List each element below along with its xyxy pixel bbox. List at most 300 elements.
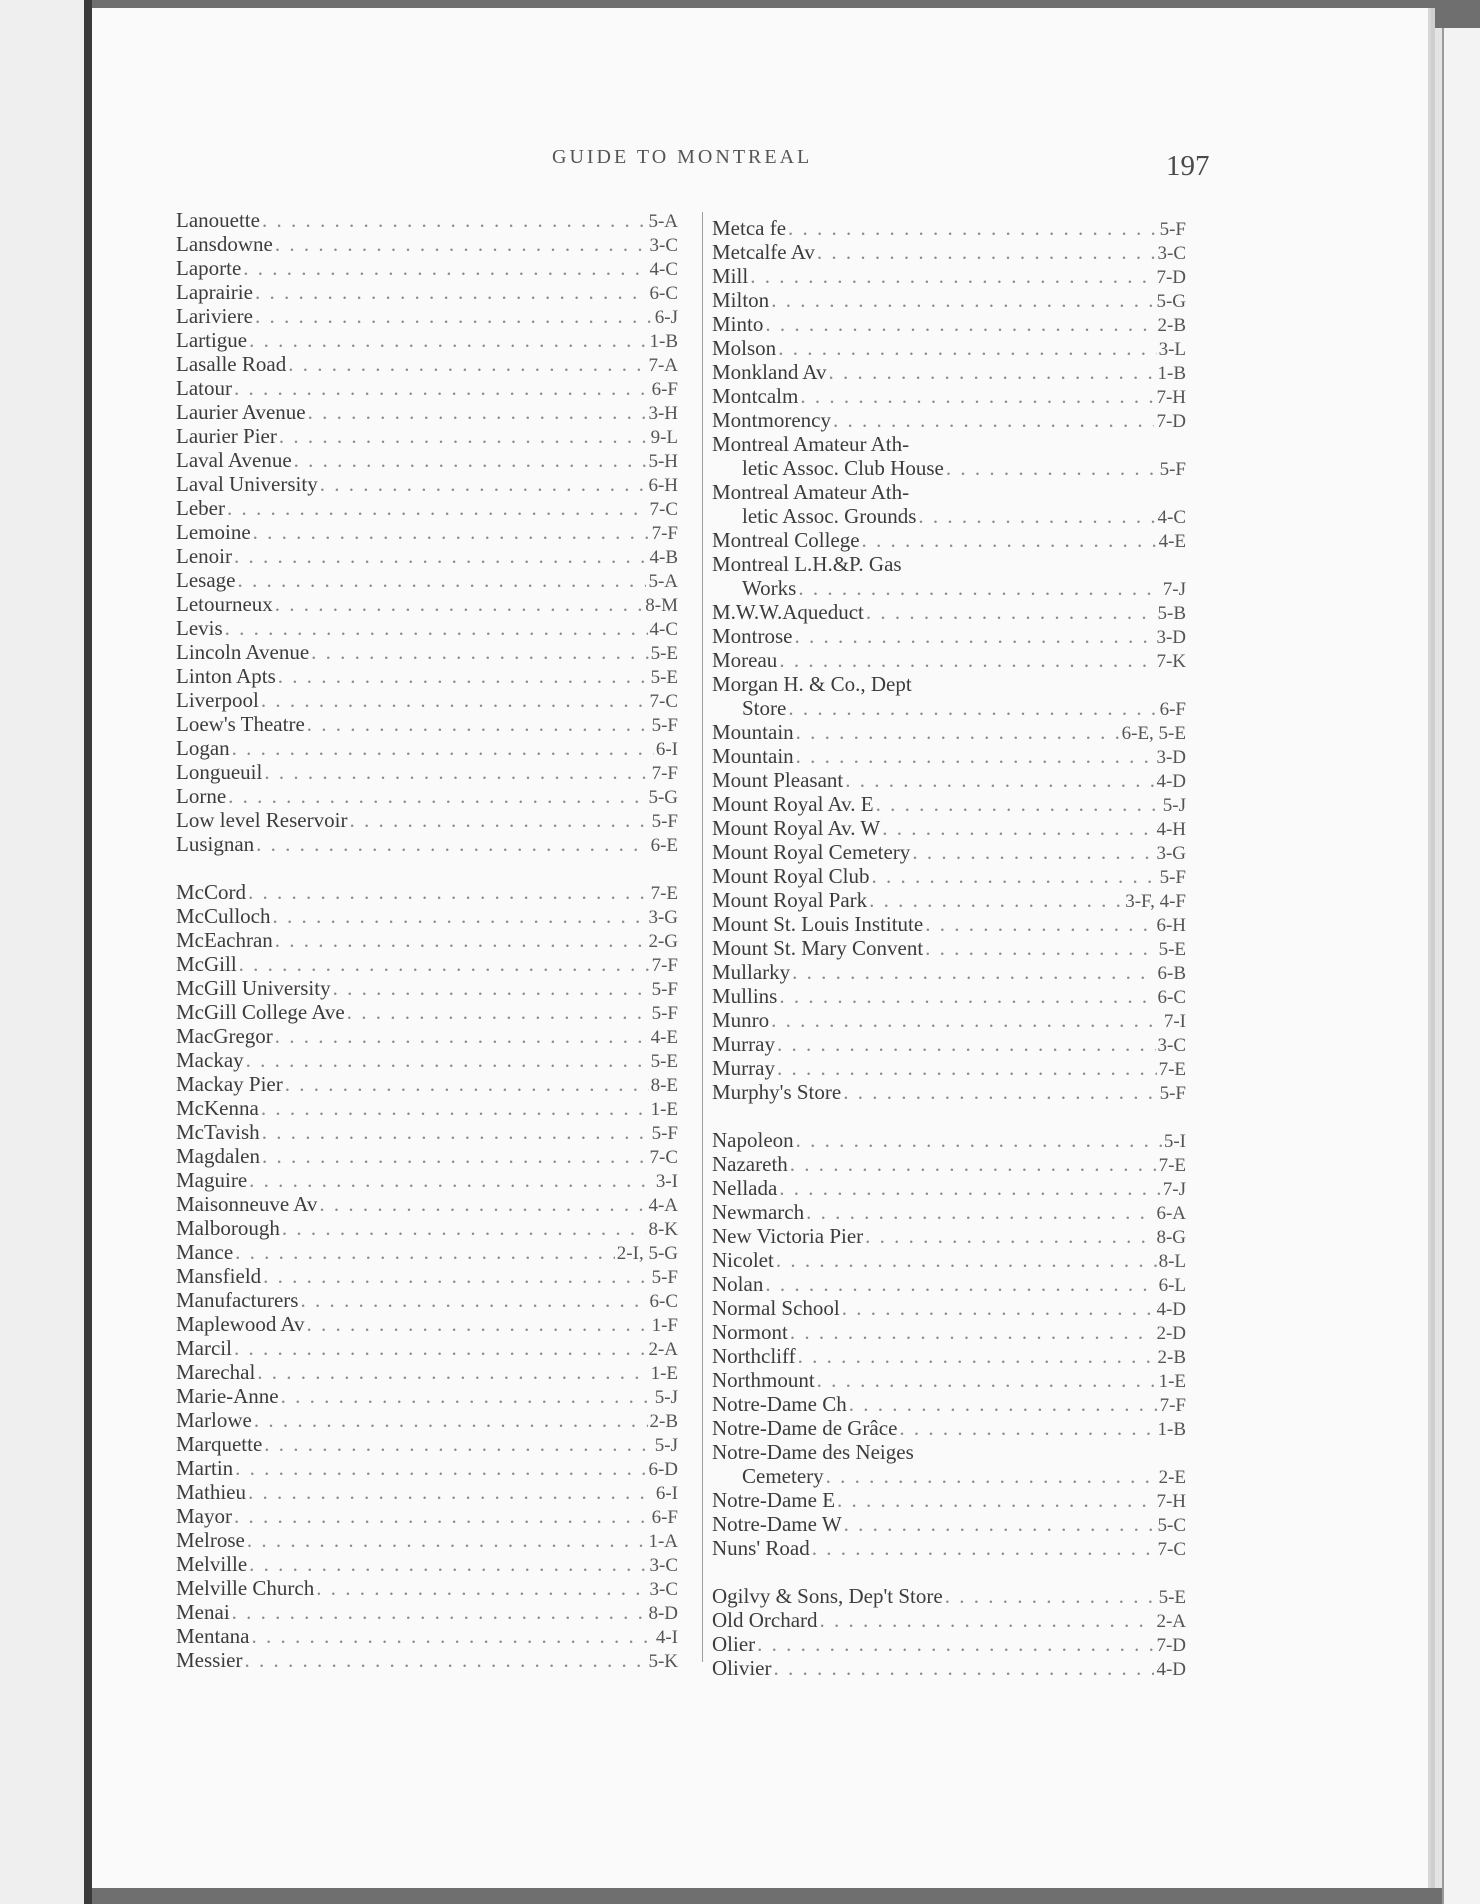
map-grid-reference: 7-C: [1157, 1539, 1186, 1560]
entry-name: Mathieu: [176, 1480, 246, 1504]
leader-dots: [869, 888, 1123, 912]
map-grid-reference: 5-E: [1158, 1587, 1186, 1608]
map-grid-reference: 2-B: [649, 1411, 678, 1432]
entry-name: Nolan: [712, 1272, 764, 1296]
leader-dots: [275, 1024, 649, 1048]
index-entry: [712, 840, 1186, 864]
map-grid-reference: 5-F: [1159, 1083, 1186, 1104]
entry-name: Melrose: [176, 1528, 245, 1552]
map-grid-reference: 3-L: [1158, 339, 1186, 360]
entry-name: McTavish: [176, 1120, 260, 1144]
index-entry: [176, 880, 678, 904]
index-entry: [176, 1432, 678, 1456]
map-grid-reference: 7-H: [1156, 1491, 1186, 1512]
map-grid-reference: 4-C: [1157, 507, 1186, 528]
index-column-right: [712, 216, 1186, 1680]
entry-name: M.W.W.Aqueduct: [712, 600, 864, 624]
map-grid-reference: 6-A: [1156, 1203, 1186, 1224]
leader-dots: [862, 528, 1157, 552]
index-entry: [176, 1024, 678, 1048]
index-entry: [712, 768, 1186, 792]
entry-name: Mackay: [176, 1048, 244, 1072]
index-entry: [176, 640, 678, 664]
leader-dots: [812, 1536, 1156, 1560]
leader-dots: [273, 904, 647, 928]
map-grid-reference: 5-G: [1156, 291, 1186, 312]
map-grid-reference: 5-A: [648, 571, 678, 592]
index-entry: [176, 208, 678, 232]
map-grid-reference: 1-B: [1157, 363, 1186, 384]
map-grid-reference: 3-C: [649, 1579, 678, 1600]
index-entry: [176, 520, 678, 544]
leader-dots: [243, 256, 647, 280]
index-entry: [712, 984, 1186, 1008]
index-entry: [176, 1072, 678, 1096]
leader-dots: [771, 1008, 1162, 1032]
map-grid-reference: 7-J: [1162, 579, 1186, 600]
map-grid-reference: 2-I, 5-G: [616, 1243, 678, 1264]
map-grid-reference: 5-F: [1159, 867, 1186, 888]
index-entry: [176, 928, 678, 952]
index-entry: [176, 544, 678, 568]
entry-name: Old Orchard: [712, 1608, 818, 1632]
index-entry: [712, 1152, 1186, 1176]
index-entry: [176, 1120, 678, 1144]
leader-dots: [288, 352, 646, 376]
entry-name: Marquette: [176, 1432, 263, 1456]
index-entry: [176, 1000, 678, 1024]
entry-name: Levis: [176, 616, 223, 640]
index-entry: [712, 1056, 1186, 1080]
entry-name: Mountain: [712, 720, 794, 744]
entry-name: Maguire: [176, 1168, 248, 1192]
leader-dots: [833, 408, 1154, 432]
index-entry: [712, 1032, 1186, 1056]
index-entry: [176, 1624, 678, 1648]
entry-name: Messier: [176, 1648, 243, 1672]
entry-name: Montmorency: [712, 408, 831, 432]
index-entry: [712, 1512, 1186, 1536]
index-entry: [176, 1552, 678, 1576]
index-entry: [176, 1264, 678, 1288]
leader-dots: [798, 1344, 1156, 1368]
map-grid-reference: 7-I: [1163, 1011, 1186, 1032]
entry-name: Montreal College: [712, 528, 860, 552]
leader-dots: [262, 208, 646, 232]
index-entry: [176, 1096, 678, 1120]
index-entry: [176, 1048, 678, 1072]
entry-name: McGill College Ave: [176, 1000, 345, 1024]
index-entry: [712, 1296, 1186, 1320]
map-grid-reference: 2-B: [1157, 315, 1186, 336]
entry-name: Mayor: [176, 1504, 232, 1528]
entry-name: Store: [742, 696, 787, 720]
map-grid-reference: 5-F: [651, 979, 678, 1000]
index-entry: [712, 528, 1186, 552]
entry-name: Mount St. Louis Institute: [712, 912, 924, 936]
entry-name: Magdalen: [176, 1144, 260, 1168]
entry-name: Melville: [176, 1552, 248, 1576]
entry-name: letic Assoc. Club House: [742, 456, 944, 480]
index-entry: [712, 1416, 1186, 1440]
leader-dots: [278, 664, 649, 688]
leader-dots: [249, 1168, 654, 1192]
entry-name: Murray: [712, 1032, 775, 1056]
index-entry: [176, 1288, 678, 1312]
index-entry: [176, 976, 678, 1000]
leader-dots: [796, 720, 1120, 744]
entry-name: Morgan H. & Co., Dept: [712, 672, 912, 696]
index-entry: [176, 1336, 678, 1360]
map-grid-reference: 4-D: [1156, 1659, 1186, 1680]
index-entry: [712, 1200, 1186, 1224]
index-entry: [712, 1080, 1186, 1104]
entry-name: Olivier: [712, 1656, 772, 1680]
leader-dots: [347, 1000, 650, 1024]
entry-name: Nazareth: [712, 1152, 788, 1176]
entry-name: Laval University: [176, 472, 318, 496]
entry-name: Mount Pleasant: [712, 768, 844, 792]
book-spine: [84, 0, 92, 1904]
entry-name: Lansdowne: [176, 232, 273, 256]
leader-dots: [865, 1224, 1154, 1248]
entry-name: Lanouette: [176, 208, 260, 232]
index-entry: [176, 1576, 678, 1600]
leader-dots: [843, 1080, 1157, 1104]
index-entry: [176, 616, 678, 640]
leader-dots: [227, 496, 648, 520]
entry-name: Liverpool: [176, 688, 259, 712]
entry-name: Mill: [712, 264, 749, 288]
index-entry: [712, 600, 1186, 624]
entry-name: Mount Royal Av. W: [712, 816, 881, 840]
leader-dots: [788, 696, 1157, 720]
index-entry: [712, 552, 1186, 576]
map-grid-reference: 7-F: [651, 523, 678, 544]
leader-dots: [254, 1408, 648, 1432]
entry-name: McKenna: [176, 1096, 259, 1120]
entry-name: McGill: [176, 952, 237, 976]
map-grid-reference: 3-C: [649, 235, 678, 256]
map-grid-reference: 3-C: [649, 1555, 678, 1576]
facing-page-edge: [0, 0, 86, 1904]
index-entry: [712, 1176, 1186, 1200]
index-entry: [176, 232, 678, 256]
index-entry: [176, 1456, 678, 1480]
index-entry: [176, 568, 678, 592]
map-grid-reference: 3-I: [655, 1171, 678, 1192]
leader-dots: [792, 960, 1155, 984]
entry-name: Melville Church: [176, 1576, 315, 1600]
index-entry: [712, 1344, 1186, 1368]
index-entry: [712, 240, 1186, 264]
entry-name: Laurier Avenue: [176, 400, 306, 424]
index-entry: [176, 1240, 678, 1264]
entry-name: Manufacturers: [176, 1288, 299, 1312]
entry-name: Nicolet: [712, 1248, 774, 1272]
entry-name: Maplewood Av: [176, 1312, 305, 1336]
map-grid-reference: 6-F: [651, 379, 678, 400]
leader-dots: [844, 1512, 1156, 1536]
map-grid-reference: 2-D: [1156, 1323, 1186, 1344]
map-grid-reference: 7-C: [649, 499, 678, 520]
index-entry: [712, 816, 1186, 840]
entry-name: Mountain: [712, 744, 794, 768]
entry-name: Mance: [176, 1240, 234, 1264]
entry-name: Moreau: [712, 648, 778, 672]
index-entry: [712, 216, 1186, 240]
map-grid-reference: 3-H: [648, 403, 678, 424]
index-entry: [176, 760, 678, 784]
map-grid-reference: 8-K: [648, 1219, 678, 1240]
index-entry: [176, 328, 678, 352]
leader-dots: [798, 576, 1160, 600]
entry-name: Mount Royal Club: [712, 864, 870, 888]
index-entry: [712, 456, 1186, 480]
map-grid-reference: 3-C: [1157, 1035, 1186, 1056]
leader-dots: [842, 1296, 1155, 1320]
entry-name: Works: [742, 576, 797, 600]
map-grid-reference: 6-H: [648, 475, 678, 496]
entry-name: Mullins: [712, 984, 778, 1008]
index-entry: [712, 1536, 1186, 1560]
leader-dots: [765, 1272, 1156, 1296]
entry-name: Notre-Dame des Neiges: [712, 1440, 914, 1464]
map-grid-reference: 7-F: [651, 955, 678, 976]
map-grid-reference: 5-E: [650, 667, 678, 688]
entry-name: MacGregor: [176, 1024, 273, 1048]
leader-dots: [876, 792, 1161, 816]
entry-name: Low level Reservoir: [176, 808, 348, 832]
map-grid-reference: 5-K: [648, 1651, 678, 1672]
index-entry: [176, 376, 678, 400]
index-entry: [176, 448, 678, 472]
map-grid-reference: 4-D: [1156, 1299, 1186, 1320]
leader-dots: [817, 1368, 1157, 1392]
entry-name: Laporte: [176, 256, 242, 280]
map-grid-reference: 5-F: [1159, 219, 1186, 240]
index-entry: [176, 592, 678, 616]
map-grid-reference: 2-G: [648, 931, 678, 952]
index-entry: [176, 352, 678, 376]
index-entry: [712, 408, 1186, 432]
leader-dots: [773, 1656, 1154, 1680]
map-grid-reference: 7-E: [1158, 1155, 1186, 1176]
map-grid-reference: 5-E: [650, 1051, 678, 1072]
leader-dots: [232, 1600, 647, 1624]
leader-dots: [333, 976, 650, 1000]
map-grid-reference: 5-G: [648, 787, 678, 808]
map-grid-reference: 5-J: [654, 1435, 678, 1456]
index-entry: [712, 864, 1186, 888]
entry-name: Martin: [176, 1456, 234, 1480]
map-grid-reference: 8-L: [1158, 1251, 1186, 1272]
leader-dots: [771, 288, 1154, 312]
index-entry: [712, 720, 1186, 744]
leader-dots: [281, 1384, 653, 1408]
index-entry: [712, 1368, 1186, 1392]
entry-name: Notre-Dame W: [712, 1512, 842, 1536]
leader-dots: [253, 520, 650, 544]
entry-name: Mount Royal Cemetery: [712, 840, 911, 864]
map-grid-reference: 5-F: [651, 1267, 678, 1288]
entry-name: Longueuil: [176, 760, 263, 784]
entry-name: Logan: [176, 736, 230, 760]
leader-dots: [245, 1648, 647, 1672]
map-grid-reference: 6-C: [649, 283, 678, 304]
index-entry: [712, 312, 1186, 336]
entry-name: Monkland Av: [712, 360, 827, 384]
entry-name: Laurier Pier: [176, 424, 277, 448]
leader-dots: [261, 1096, 649, 1120]
entry-name: Mount St. Mary Convent: [712, 936, 924, 960]
map-grid-reference: 1-E: [1158, 1371, 1186, 1392]
leader-dots: [882, 816, 1154, 840]
entry-name: Montreal L.H.&P. Gas: [712, 552, 902, 576]
entry-name: Munro: [712, 1008, 770, 1032]
index-entry: [712, 1224, 1186, 1248]
leader-dots: [234, 1504, 650, 1528]
entry-name: Mount Royal Av. E: [712, 792, 874, 816]
leader-dots: [264, 760, 649, 784]
leader-dots: [307, 712, 650, 736]
leader-dots: [263, 1264, 649, 1288]
index-entry: [176, 712, 678, 736]
index-entry: [712, 1608, 1186, 1632]
map-grid-reference: 1-B: [1157, 1419, 1186, 1440]
entry-name: Lartigue: [176, 328, 248, 352]
index-entry: [712, 1632, 1186, 1656]
entry-name: Minto: [712, 312, 764, 336]
map-grid-reference: 2-A: [648, 1339, 678, 1360]
leader-dots: [248, 1480, 654, 1504]
leader-dots: [237, 568, 646, 592]
leader-dots: [262, 1144, 648, 1168]
index-entry: [712, 576, 1186, 600]
leader-dots: [251, 1624, 653, 1648]
leader-dots: [319, 1192, 646, 1216]
map-grid-reference: 9-L: [650, 427, 678, 448]
entry-name: Letourneux: [176, 592, 273, 616]
map-grid-reference: 7-C: [649, 1147, 678, 1168]
entry-name: Lenoir: [176, 544, 232, 568]
entry-name: Ogilvy & Sons, Dep't Store: [712, 1584, 943, 1608]
entry-name: Normont: [712, 1320, 788, 1344]
map-grid-reference: 8-E: [650, 1075, 678, 1096]
map-grid-reference: 5-B: [1157, 603, 1186, 624]
leader-dots: [261, 688, 648, 712]
entry-name: McEachran: [176, 928, 273, 952]
leader-dots: [308, 400, 647, 424]
index-entry: [176, 1168, 678, 1192]
index-entry: [176, 1144, 678, 1168]
map-grid-reference: 6-D: [648, 1459, 678, 1480]
leader-dots: [234, 544, 648, 568]
leader-dots: [294, 448, 647, 472]
entry-name: Lemoine: [176, 520, 251, 544]
leader-dots: [234, 376, 650, 400]
leader-dots: [225, 616, 648, 640]
leader-dots: [239, 952, 650, 976]
map-grid-reference: 8-D: [648, 1603, 678, 1624]
index-entry: [176, 1384, 678, 1408]
index-entry: [712, 648, 1186, 672]
index-entry: [712, 360, 1186, 384]
map-grid-reference: 5-E: [1158, 939, 1186, 960]
leader-dots: [800, 384, 1154, 408]
entry-name: Malborough: [176, 1216, 280, 1240]
index-entry: [176, 1504, 678, 1528]
leader-dots: [316, 1576, 647, 1600]
map-grid-reference: 4-C: [649, 259, 678, 280]
index-entry: [176, 1648, 678, 1672]
map-grid-reference: 3-F, 4-F: [1125, 891, 1186, 912]
map-grid-reference: 4-A: [648, 1195, 678, 1216]
leader-dots: [275, 928, 647, 952]
index-entry: [712, 960, 1186, 984]
map-grid-reference: 4-H: [1156, 819, 1186, 840]
leader-dots: [249, 1552, 647, 1576]
index-entry: [176, 736, 678, 760]
index-entry: [712, 264, 1186, 288]
entry-name: Cemetery: [742, 1464, 824, 1488]
map-grid-reference: 4-E: [650, 1027, 678, 1048]
map-grid-reference: 1-E: [650, 1099, 678, 1120]
map-grid-reference: 1-F: [651, 1315, 678, 1336]
map-grid-reference: 3-C: [1157, 243, 1186, 264]
entry-name: Montreal Amateur Ath-: [712, 480, 910, 504]
page-stack-outer-edge: [1442, 28, 1480, 1904]
leader-dots: [912, 840, 1154, 864]
index-entry: [712, 696, 1186, 720]
leader-dots: [320, 472, 647, 496]
index-entry: [712, 1488, 1186, 1512]
map-grid-reference: 3-D: [1156, 627, 1186, 648]
leader-dots: [925, 936, 1156, 960]
map-grid-reference: 3-D: [1156, 747, 1186, 768]
index-entry: [712, 1008, 1186, 1032]
map-grid-reference: 6-I: [655, 739, 678, 760]
leader-dots: [788, 216, 1158, 240]
leader-dots: [817, 240, 1156, 264]
entry-name: Maisonneuve Av: [176, 1192, 318, 1216]
map-grid-reference: 8-M: [645, 595, 678, 616]
index-entry: [712, 1464, 1186, 1488]
index-entry: [176, 1480, 678, 1504]
leader-dots: [285, 1072, 649, 1096]
map-grid-reference: 5-F: [1159, 459, 1186, 480]
map-grid-reference: 5-I: [1163, 1131, 1186, 1152]
map-grid-reference: 4-D: [1156, 771, 1186, 792]
map-grid-reference: 3-G: [648, 907, 678, 928]
map-grid-reference: 7-J: [1162, 1179, 1186, 1200]
index-entry: [176, 424, 678, 448]
index-entry: [712, 432, 1186, 456]
map-grid-reference: 1-E: [650, 1363, 678, 1384]
index-entry: [712, 288, 1186, 312]
leader-dots: [750, 264, 1154, 288]
leader-dots: [262, 1120, 650, 1144]
leader-dots: [866, 600, 1156, 624]
entry-name: Mount Royal Park: [712, 888, 868, 912]
leader-dots: [776, 1248, 1157, 1272]
entry-name: Lariviere: [176, 304, 253, 328]
leader-dots: [300, 1288, 647, 1312]
entry-name: Laprairie: [176, 280, 253, 304]
leader-dots: [257, 1360, 648, 1384]
map-grid-reference: 7-F: [1159, 1395, 1186, 1416]
map-grid-reference: 5-J: [1162, 795, 1186, 816]
